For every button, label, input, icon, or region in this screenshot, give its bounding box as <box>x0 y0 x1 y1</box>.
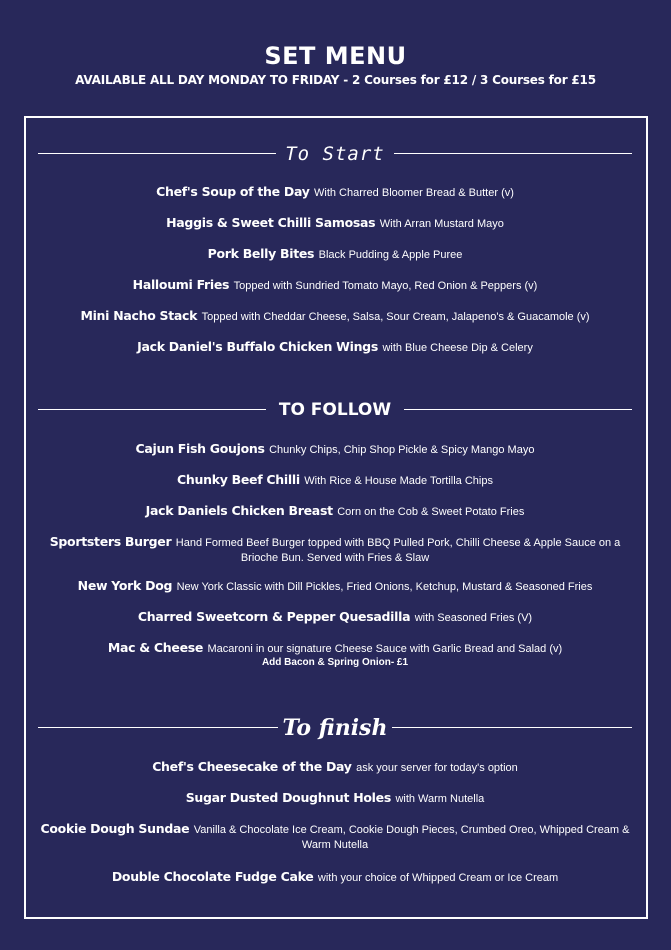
section-title-follow: TO FOLLOW <box>278 400 392 420</box>
menu-item <box>38 473 632 488</box>
menu-item-description: with Blue Cheese Dip & Celery <box>382 342 533 354</box>
menu-item-description: ask your server for today's option <box>356 762 518 774</box>
section-title-start: To Start <box>285 143 385 165</box>
menu-item-name: Double Chocolate Fudge Cake <box>111 869 314 884</box>
menu-item-addon: Add Bacon & Spring Onion- £1 <box>261 657 409 668</box>
menu-header <box>0 42 671 88</box>
menu-item <box>38 822 632 852</box>
menu-item-description: With Rice & House Made Tortilla Chips <box>304 475 493 487</box>
menu-title: SET MENU <box>264 42 407 70</box>
menu-item-description: with Warm Nutella <box>395 793 485 805</box>
menu-item-name: Jack Daniels Chicken Breast <box>145 503 333 518</box>
menu-item-name: Cookie Dough Sundae <box>40 821 190 836</box>
menu-item <box>38 247 632 262</box>
menu-item-description: Chunky Chips, Chip Shop Pickle & Spicy Mango Mayo <box>269 444 535 456</box>
menu-item-name: Sportsters Burger <box>49 534 172 549</box>
menu-item <box>38 309 632 324</box>
menu-item-description: Black Pudding & Apple Puree <box>318 249 463 261</box>
menu-item-description: Topped with Cheddar Cheese, Salsa, Sour Cream, Jalapeno's & Guacamole (v) <box>201 311 590 323</box>
menu-item <box>38 278 632 293</box>
section-title-finish: To finish <box>282 715 388 741</box>
menu-item <box>38 504 632 519</box>
menu-item <box>38 442 632 457</box>
menu-subtitle: AVAILABLE ALL DAY MONDAY TO FRIDAY - 2 Courses for £12 / 3 Courses for £15 <box>75 73 596 87</box>
menu-item-description: Topped with Sundried Tomato Mayo, Red Onion & Peppers (v) <box>233 280 538 292</box>
menu-item <box>38 791 632 806</box>
menu-item-description: with Seasoned Fries (V) <box>414 612 533 624</box>
menu-item <box>38 610 632 625</box>
menu-item-description: Corn on the Cob & Sweet Potato Fries <box>337 506 525 518</box>
menu-item <box>38 185 632 200</box>
section-heading-start <box>38 139 632 169</box>
menu-item-description: With Charred Bloomer Bread & Butter (v) <box>314 187 514 199</box>
menu-item-name: Sugar Dusted Doughnut Holes <box>185 790 391 805</box>
menu-item <box>38 535 632 565</box>
section-heading-finish <box>38 713 632 743</box>
menu-item-description: Vanilla & Chocolate Ice Cream, Cookie Dough Pieces, Crumbed Oreo, Whipped Cream & Warm Nutella <box>193 824 630 851</box>
menu-item-name: Haggis & Sweet Chilli Samosas <box>166 215 376 230</box>
menu-item <box>38 760 632 775</box>
menu-item-name: Mac & Cheese <box>107 640 204 655</box>
menu-item <box>38 870 632 885</box>
menu-item <box>38 340 632 355</box>
menu-item-name: Chunky Beef Chilli <box>177 472 300 487</box>
menu-item-description: Hand Formed Beef Burger topped with BBQ Pulled Pork, Chilli Cheese & Apple Sauce on a Brioche Bun. Served with Fries & Slaw <box>175 537 621 564</box>
menu-item-name: Cajun Fish Goujons <box>135 441 265 456</box>
menu-item-name: Pork Belly Bites <box>207 246 315 261</box>
menu-item-name: Jack Daniel's Buffalo Chicken Wings <box>137 339 378 354</box>
menu-item-description: New York Classic with Dill Pickles, Fried Onions, Ketchup, Mustard & Seasoned Fries <box>176 581 593 593</box>
menu-item-name: New York Dog <box>77 578 173 593</box>
menu-item-name: Chef's Soup of the Day <box>156 184 310 199</box>
menu-item <box>38 579 632 594</box>
menu-item-description: With Arran Mustard Mayo <box>379 218 504 230</box>
section-heading-follow <box>38 395 632 425</box>
menu-item-description: Macaroni in our signature Cheese Sauce with Garlic Bread and Salad (v) <box>207 643 563 655</box>
menu-item <box>38 216 632 231</box>
menu-item-name: Charred Sweetcorn & Pepper Quesadilla <box>137 609 411 624</box>
menu-item-name: Mini Nacho Stack <box>80 308 198 323</box>
menu-item <box>38 641 632 669</box>
menu-item-name: Halloumi Fries <box>132 277 230 292</box>
menu-item-description: with your choice of Whipped Cream or Ice Cream <box>317 872 559 884</box>
menu-item-name: Chef's Cheesecake of the Day <box>152 759 352 774</box>
